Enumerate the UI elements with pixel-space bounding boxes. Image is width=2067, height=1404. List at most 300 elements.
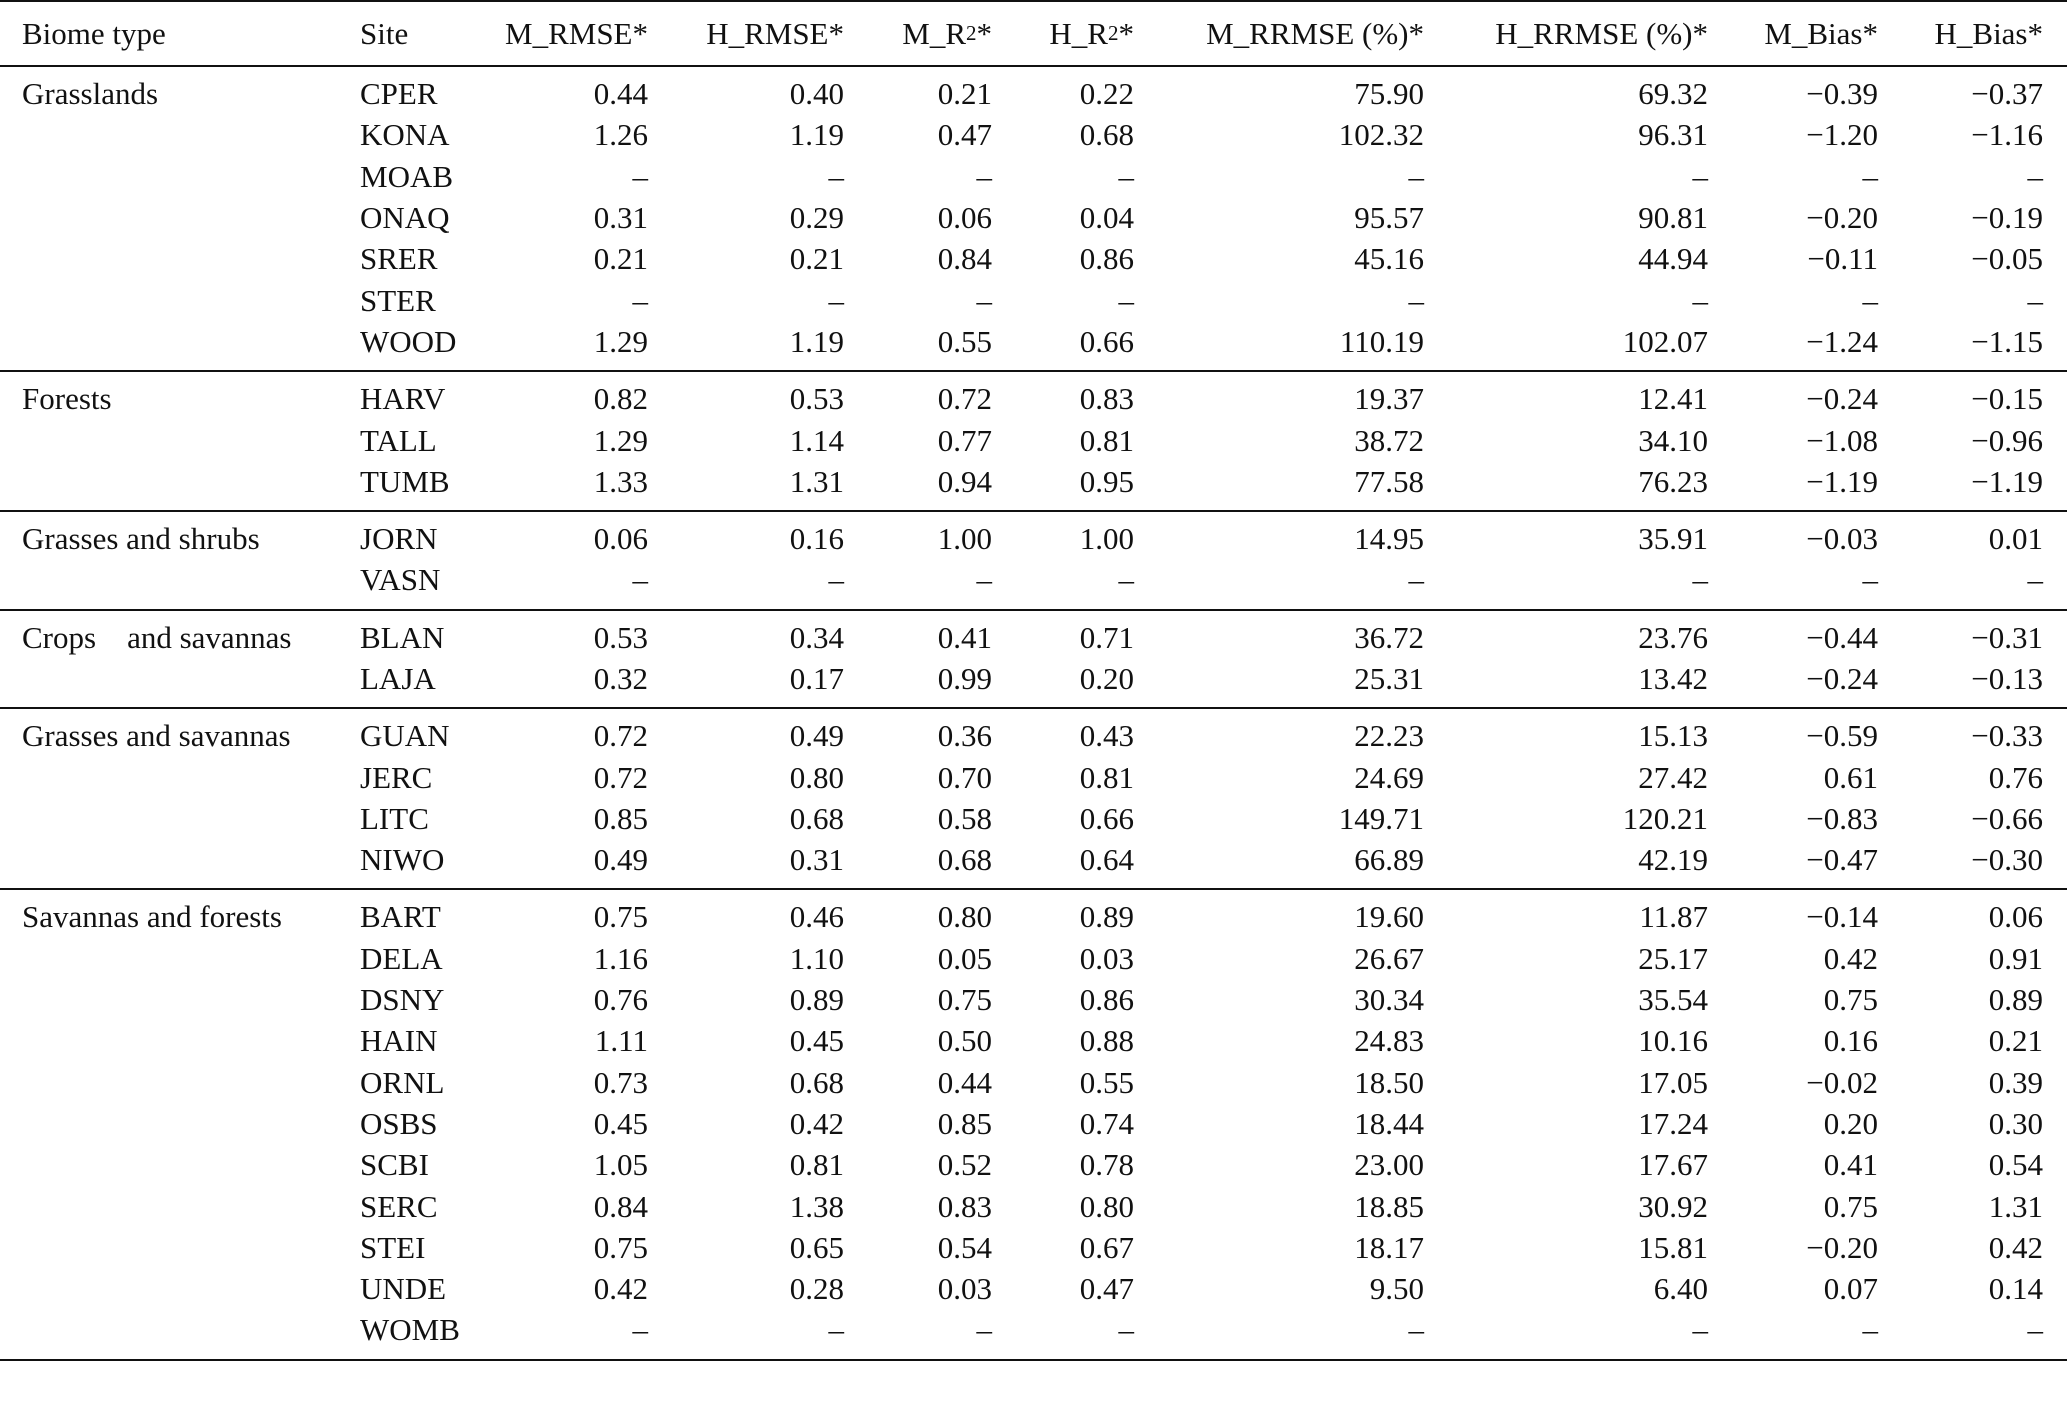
cell-m-bias: −1.24 <box>1806 323 1878 359</box>
cell-h-rmse: 1.10 <box>789 940 844 976</box>
cell-h-rrmse: 15.13 <box>1638 718 1708 754</box>
cell-h-r2: 0.55 <box>1079 1064 1134 1100</box>
cell-m-bias: 0.61 <box>1823 759 1878 795</box>
cell-h-r2: – <box>1118 1312 1134 1348</box>
cell-m-rrmse: 77.58 <box>1354 463 1424 499</box>
cell-m-r2: 0.41 <box>937 619 992 655</box>
cell-m-rmse: 0.84 <box>593 1188 648 1224</box>
table-row <box>0 1268 2067 1309</box>
table-row <box>0 279 2067 320</box>
cell-h-bias: 0.91 <box>1988 940 2043 976</box>
cell-m-rrmse: 18.85 <box>1354 1188 1424 1224</box>
cell-biome-type <box>0 658 338 708</box>
cell-h-bias: −0.37 <box>1971 76 2043 112</box>
cell-m-rrmse: – <box>1408 282 1424 318</box>
cell-m-bias: – <box>1862 1312 1878 1348</box>
cell-h-rrmse: 12.41 <box>1638 381 1708 417</box>
cell-m-r2: 1.00 <box>937 521 992 557</box>
cell-m-rmse: 0.32 <box>593 661 648 696</box>
cell-h-r2: 0.88 <box>1079 1023 1134 1059</box>
cell-h-bias: −0.30 <box>1971 842 2043 878</box>
cell-m-rrmse: 45.16 <box>1354 241 1424 277</box>
table-row <box>0 197 2067 238</box>
cell-h-r2: 0.71 <box>1079 619 1134 655</box>
cell-h-r2: 0.95 <box>1079 463 1134 499</box>
cell-biome-type <box>0 114 338 155</box>
cell-m-rmse: 0.53 <box>593 619 648 655</box>
cell-biome-type <box>0 1185 338 1226</box>
cell-m-rrmse: 18.50 <box>1354 1064 1424 1100</box>
cell-biome-type <box>0 559 338 609</box>
cell-h-rmse: 0.40 <box>789 76 844 112</box>
cell-biome-type <box>0 238 338 279</box>
cell-biome-type <box>0 1309 338 1359</box>
header-m-r2-superscript: 2 <box>966 20 977 45</box>
cell-h-rrmse: 6.40 <box>1653 1271 1708 1307</box>
cell-h-rmse: 1.38 <box>789 1188 844 1224</box>
table-row <box>0 610 2067 658</box>
cell-m-r2: 0.52 <box>937 1147 992 1183</box>
table-row <box>0 238 2067 279</box>
table-row <box>0 511 2067 559</box>
cell-m-rmse: 0.45 <box>593 1105 648 1141</box>
cell-h-rmse: – <box>828 562 844 598</box>
cell-m-bias: −0.02 <box>1806 1064 1878 1100</box>
cell-m-bias: −0.44 <box>1806 619 1878 655</box>
cell-m-r2: 0.85 <box>937 1105 992 1141</box>
cell-h-rrmse: 120.21 <box>1622 800 1708 836</box>
cell-h-bias: 0.30 <box>1988 1105 2043 1141</box>
cell-m-rmse: 0.72 <box>593 759 648 795</box>
cell-h-r2: 0.86 <box>1079 982 1134 1018</box>
cell-h-bias: 0.01 <box>1988 521 2043 557</box>
cell-m-bias: 0.75 <box>1823 1188 1878 1224</box>
cell-h-rrmse: 35.54 <box>1638 982 1708 1018</box>
cell-m-r2: – <box>976 1312 992 1348</box>
cell-biome-type: Savannas and forests <box>22 899 282 935</box>
cell-h-rrmse: 102.07 <box>1622 323 1708 359</box>
header-h-bias: H_Bias* <box>1902 1 2067 66</box>
header-h-rmse: H_RMSE* <box>672 1 868 66</box>
cell-h-r2: 0.86 <box>1079 241 1134 277</box>
cell-h-bias: −1.16 <box>1971 117 2043 153</box>
cell-h-rrmse: 30.92 <box>1638 1188 1708 1224</box>
cell-h-r2: 0.66 <box>1079 323 1134 359</box>
cell-biome-type <box>0 798 338 839</box>
cell-h-bias: −0.31 <box>1971 619 2043 655</box>
cell-h-r2: 0.04 <box>1079 200 1134 236</box>
cell-m-rmse: 0.21 <box>593 241 648 277</box>
table-row <box>0 889 2067 937</box>
biome-group <box>0 511 2067 610</box>
cell-h-r2: 0.22 <box>1079 76 1134 112</box>
cell-site: KONA <box>360 117 450 153</box>
cell-biome-type <box>0 279 338 320</box>
cell-h-bias: 0.76 <box>1988 759 2043 795</box>
cell-site: NIWO <box>360 842 445 878</box>
cell-m-r2: – <box>976 158 992 194</box>
cell-h-rmse: 0.42 <box>789 1105 844 1141</box>
cell-m-rrmse: 24.83 <box>1354 1023 1424 1059</box>
cell-h-bias: 0.14 <box>1988 1271 2043 1307</box>
cell-h-r2: 0.64 <box>1079 842 1134 878</box>
cell-h-rrmse: – <box>1692 282 1708 318</box>
cell-biome-type <box>0 1268 338 1309</box>
cell-biome-type <box>0 419 338 460</box>
cell-m-r2: 0.77 <box>937 422 992 458</box>
cell-m-bias: 0.41 <box>1823 1147 1878 1183</box>
cell-m-rrmse: – <box>1408 562 1424 598</box>
cell-h-rmse: 0.17 <box>789 661 844 696</box>
cell-site: LITC <box>360 800 429 836</box>
cell-site: STER <box>360 282 436 318</box>
cell-biome-type <box>0 756 338 797</box>
cell-m-rmse: – <box>632 282 648 318</box>
cell-m-r2: – <box>976 282 992 318</box>
cell-site: SRER <box>360 241 438 277</box>
cell-m-bias: −0.20 <box>1806 200 1878 236</box>
cell-m-bias: – <box>1862 562 1878 598</box>
cell-m-rmse: 0.75 <box>593 899 648 935</box>
cell-h-r2: 0.68 <box>1079 117 1134 153</box>
cell-h-rmse: 0.29 <box>789 200 844 236</box>
table-row <box>0 419 2067 460</box>
cell-h-rrmse: 17.24 <box>1638 1105 1708 1141</box>
cell-m-rrmse: 14.95 <box>1354 521 1424 557</box>
header-m-r2-suffix: * <box>976 15 992 51</box>
cell-m-rrmse: 95.57 <box>1354 200 1424 236</box>
cell-m-rrmse: 24.69 <box>1354 759 1424 795</box>
cell-m-rmse: 0.82 <box>593 381 648 417</box>
cell-m-rrmse: 149.71 <box>1338 800 1424 836</box>
cell-h-rmse: 0.68 <box>789 800 844 836</box>
cell-h-rmse: 0.89 <box>789 982 844 1018</box>
cell-m-rmse: 0.75 <box>593 1229 648 1265</box>
cell-m-rrmse: 9.50 <box>1369 1271 1424 1307</box>
cell-h-bias: – <box>2027 1312 2043 1348</box>
cell-h-rrmse: 23.76 <box>1638 619 1708 655</box>
cell-m-rrmse: 19.60 <box>1354 899 1424 935</box>
cell-h-rmse: 1.19 <box>789 117 844 153</box>
biome-group <box>0 66 2067 371</box>
cell-m-bias: −1.08 <box>1806 422 1878 458</box>
cell-m-r2: 0.94 <box>937 463 992 499</box>
table-row <box>0 1103 2067 1144</box>
cell-m-bias: −0.24 <box>1806 661 1878 696</box>
header-h-r2-prefix: H_R <box>1049 15 1108 51</box>
table-row <box>0 461 2067 511</box>
cell-m-rrmse: 38.72 <box>1354 422 1424 458</box>
cell-h-bias: −0.33 <box>1971 718 2043 754</box>
cell-h-rrmse: 42.19 <box>1638 842 1708 878</box>
cell-m-bias: −0.59 <box>1806 718 1878 754</box>
header-biome-type: Biome type <box>0 1 338 66</box>
cell-m-r2: 0.68 <box>937 842 992 878</box>
cell-m-rrmse: 102.32 <box>1338 117 1424 153</box>
cell-m-r2: 0.03 <box>937 1271 992 1307</box>
cell-biome-type <box>0 1227 338 1268</box>
header-m-r2 <box>868 1 1016 66</box>
cell-h-r2: 0.43 <box>1079 718 1134 754</box>
cell-h-rmse: 0.68 <box>789 1064 844 1100</box>
cell-h-rmse: 0.53 <box>789 381 844 417</box>
cell-h-rrmse: 25.17 <box>1638 940 1708 976</box>
cell-m-rrmse: 25.31 <box>1354 661 1424 696</box>
cell-m-bias: −0.47 <box>1806 842 1878 878</box>
table-row <box>0 658 2067 708</box>
cell-h-rmse: – <box>828 1312 844 1348</box>
cell-m-rmse: – <box>632 1312 648 1348</box>
cell-h-rmse: 0.16 <box>789 521 844 557</box>
cell-m-rmse: 1.16 <box>593 940 648 976</box>
cell-biome-type <box>0 938 338 979</box>
cell-m-rrmse: 110.19 <box>1339 323 1424 359</box>
cell-m-bias: 0.75 <box>1823 982 1878 1018</box>
table-header <box>0 1 2067 66</box>
cell-site: SCBI <box>360 1147 429 1183</box>
cell-h-bias: −0.15 <box>1971 381 2043 417</box>
table-row <box>0 839 2067 889</box>
header-h-rrmse: H_RRMSE (%)* <box>1448 1 1732 66</box>
cell-h-r2: 0.78 <box>1079 1147 1134 1183</box>
cell-h-r2: 0.03 <box>1079 940 1134 976</box>
cell-m-r2: 0.72 <box>937 381 992 417</box>
cell-h-r2: 0.81 <box>1079 759 1134 795</box>
cell-h-r2: 0.81 <box>1079 422 1134 458</box>
cell-h-rrmse: 13.42 <box>1638 661 1708 696</box>
cell-m-rmse: – <box>632 158 648 194</box>
cell-m-r2: 0.58 <box>937 800 992 836</box>
cell-m-rmse: 0.44 <box>593 76 648 112</box>
cell-h-bias: −0.19 <box>1971 200 2043 236</box>
cell-m-bias: −0.20 <box>1806 1229 1878 1265</box>
cell-site: TUMB <box>360 463 450 499</box>
cell-h-rmse: 0.21 <box>789 241 844 277</box>
header-h-r2 <box>1016 1 1158 66</box>
header-h-r2-superscript: 2 <box>1108 20 1119 45</box>
cell-site: SERC <box>360 1188 438 1224</box>
cell-m-r2: 0.50 <box>937 1023 992 1059</box>
cell-h-rrmse: 34.10 <box>1638 422 1708 458</box>
cell-h-rmse: 0.45 <box>789 1023 844 1059</box>
cell-m-rrmse: – <box>1408 158 1424 194</box>
cell-h-rmse: 1.14 <box>789 422 844 458</box>
cell-m-bias: – <box>1862 158 1878 194</box>
biome-group <box>0 371 2067 511</box>
cell-h-bias: −1.19 <box>1971 463 2043 499</box>
cell-site: BLAN <box>360 619 445 655</box>
cell-h-r2: 0.83 <box>1079 381 1134 417</box>
cell-h-rmse: 0.65 <box>789 1229 844 1265</box>
cell-m-rrmse: 22.23 <box>1354 718 1424 754</box>
cell-h-r2: 0.80 <box>1079 1188 1134 1224</box>
header-m-rmse: M_RMSE* <box>488 1 672 66</box>
cell-m-rrmse: 75.90 <box>1354 76 1424 112</box>
cell-m-bias: −0.83 <box>1806 800 1878 836</box>
cell-m-rrmse: 23.00 <box>1354 1147 1424 1183</box>
cell-site: WOMB <box>360 1312 460 1348</box>
cell-m-rmse: 1.29 <box>593 323 648 359</box>
cell-site: HARV <box>360 381 446 417</box>
table-row <box>0 756 2067 797</box>
cell-biome-type <box>0 1062 338 1103</box>
cell-site: ONAQ <box>360 200 450 236</box>
header-site: Site <box>338 1 488 66</box>
cell-m-rrmse: 66.89 <box>1354 842 1424 878</box>
cell-m-r2: – <box>976 562 992 598</box>
cell-m-rmse: 0.76 <box>593 982 648 1018</box>
cell-h-rmse: – <box>828 158 844 194</box>
cell-biome-type: Forests <box>22 381 112 417</box>
table-row <box>0 156 2067 197</box>
cell-m-rmse: 0.42 <box>593 1271 648 1307</box>
cell-site: DSNY <box>360 982 445 1018</box>
cell-biome-type <box>0 156 338 197</box>
cell-m-rmse: 0.06 <box>593 521 648 557</box>
cell-biome-type <box>0 1020 338 1061</box>
cell-biome-type: Grasslands <box>22 76 159 111</box>
cell-h-r2: 0.20 <box>1079 661 1134 696</box>
cell-m-rmse: 1.11 <box>594 1023 648 1059</box>
cell-h-rrmse: 76.23 <box>1638 463 1708 499</box>
cell-m-bias: 0.20 <box>1823 1105 1878 1141</box>
table-row <box>0 798 2067 839</box>
cell-h-rmse: 1.19 <box>789 323 844 359</box>
cell-h-rmse: 0.80 <box>789 759 844 795</box>
cell-m-bias: −0.03 <box>1806 521 1878 557</box>
cell-m-bias: – <box>1862 282 1878 318</box>
cell-m-r2: 0.54 <box>937 1229 992 1265</box>
cell-m-bias: −1.19 <box>1806 463 1878 499</box>
header-m-bias: M_Bias* <box>1732 1 1902 66</box>
cell-m-rrmse: 19.37 <box>1354 381 1424 417</box>
cell-m-bias: 0.42 <box>1823 940 1878 976</box>
header-row <box>0 1 2067 66</box>
cell-h-r2: 0.47 <box>1079 1271 1134 1307</box>
header-m-r2-prefix: M_R <box>902 15 966 51</box>
cell-h-bias: −0.66 <box>1971 800 2043 836</box>
cell-biome-type: Crops and savannas <box>22 619 292 655</box>
cell-h-rrmse: – <box>1692 562 1708 598</box>
cell-h-rrmse: 44.94 <box>1638 241 1708 277</box>
cell-h-bias: −0.05 <box>1971 241 2043 277</box>
cell-h-rrmse: 27.42 <box>1638 759 1708 795</box>
biome-group <box>0 708 2067 889</box>
table-row <box>0 1309 2067 1359</box>
cell-h-rmse: 0.34 <box>789 619 844 655</box>
cell-h-bias: −1.15 <box>1971 323 2043 359</box>
cell-m-rrmse: 18.17 <box>1354 1229 1424 1265</box>
cell-m-rmse: – <box>632 562 648 598</box>
cell-h-bias: −0.13 <box>1971 661 2043 696</box>
cell-m-bias: 0.16 <box>1823 1023 1878 1059</box>
cell-h-bias: −0.96 <box>1971 422 2043 458</box>
cell-site: CPER <box>360 76 438 112</box>
cell-h-bias: – <box>2027 282 2043 318</box>
cell-h-r2: – <box>1118 282 1134 318</box>
cell-m-rmse: 0.49 <box>593 842 648 878</box>
cell-biome-type: Grasses and shrubs <box>22 520 260 556</box>
cell-m-bias: −0.24 <box>1806 381 1878 417</box>
cell-m-r2: 0.83 <box>937 1188 992 1224</box>
cell-biome-type <box>0 1144 338 1185</box>
cell-h-rrmse: – <box>1692 158 1708 194</box>
table-row <box>0 559 2067 609</box>
table-row <box>0 371 2067 419</box>
cell-m-r2: 0.06 <box>937 200 992 236</box>
cell-h-bias: 1.31 <box>1988 1188 2043 1224</box>
cell-h-bias: 0.54 <box>1988 1147 2043 1183</box>
cell-site: ORNL <box>360 1064 445 1100</box>
biome-group <box>0 889 2067 1359</box>
cell-h-rrmse: 96.31 <box>1638 117 1708 153</box>
cell-m-bias: −1.20 <box>1806 117 1878 153</box>
cell-m-r2: 0.44 <box>937 1064 992 1100</box>
cell-site: UNDE <box>360 1271 447 1307</box>
cell-h-rrmse: 17.67 <box>1638 1147 1708 1183</box>
cell-m-r2: 0.55 <box>937 323 992 359</box>
cell-m-r2: 0.05 <box>937 940 992 976</box>
cell-h-r2: 0.66 <box>1079 800 1134 836</box>
cell-biome-type <box>0 197 338 238</box>
biome-group <box>0 610 2067 709</box>
cell-m-rrmse: – <box>1408 1312 1424 1348</box>
cell-h-rmse: – <box>828 282 844 318</box>
cell-h-bias: 0.39 <box>1988 1064 2043 1100</box>
cell-h-bias: 0.42 <box>1988 1229 2043 1265</box>
cell-h-rrmse: 15.81 <box>1638 1229 1708 1265</box>
cell-site: GUAN <box>360 718 450 754</box>
cell-m-rmse: 0.31 <box>593 200 648 236</box>
cell-biome-type <box>0 979 338 1020</box>
cell-h-rrmse: 11.87 <box>1639 899 1708 935</box>
cell-m-bias: −0.39 <box>1806 76 1878 112</box>
cell-h-rrmse: 10.16 <box>1638 1023 1708 1059</box>
cell-h-r2: 1.00 <box>1079 521 1134 557</box>
cell-h-rmse: 0.49 <box>789 718 844 754</box>
cell-m-bias: −0.11 <box>1807 241 1878 277</box>
cell-m-rrmse: 36.72 <box>1354 619 1424 655</box>
header-m-rrmse: M_RRMSE (%)* <box>1158 1 1448 66</box>
table-row <box>0 66 2067 114</box>
table-row <box>0 114 2067 155</box>
cell-m-r2: 0.70 <box>937 759 992 795</box>
cell-m-bias: 0.07 <box>1823 1271 1878 1307</box>
cell-site: OSBS <box>360 1105 438 1141</box>
cell-h-bias: 0.89 <box>1988 982 2043 1018</box>
cell-m-rrmse: 30.34 <box>1354 982 1424 1018</box>
cell-h-r2: 0.74 <box>1079 1105 1134 1141</box>
cell-h-rrmse: 17.05 <box>1638 1064 1708 1100</box>
cell-m-rmse: 1.26 <box>593 117 648 153</box>
cell-m-rmse: 0.73 <box>593 1064 648 1100</box>
table-row <box>0 979 2067 1020</box>
table-row <box>0 938 2067 979</box>
cell-m-rmse: 1.33 <box>593 463 648 499</box>
cell-biome-type <box>0 1103 338 1144</box>
table-row <box>0 321 2067 371</box>
cell-site: VASN <box>360 562 441 598</box>
header-h-r2-suffix: * <box>1118 15 1134 51</box>
cell-h-rmse: 0.46 <box>789 899 844 935</box>
cell-h-rmse: 1.31 <box>789 463 844 499</box>
cell-site: JERC <box>360 759 433 795</box>
cell-h-rrmse: – <box>1692 1312 1708 1348</box>
cell-site: HAIN <box>360 1023 438 1059</box>
cell-m-rmse: 0.85 <box>593 800 648 836</box>
cell-site: STEI <box>360 1229 426 1265</box>
cell-biome-type <box>0 461 338 511</box>
